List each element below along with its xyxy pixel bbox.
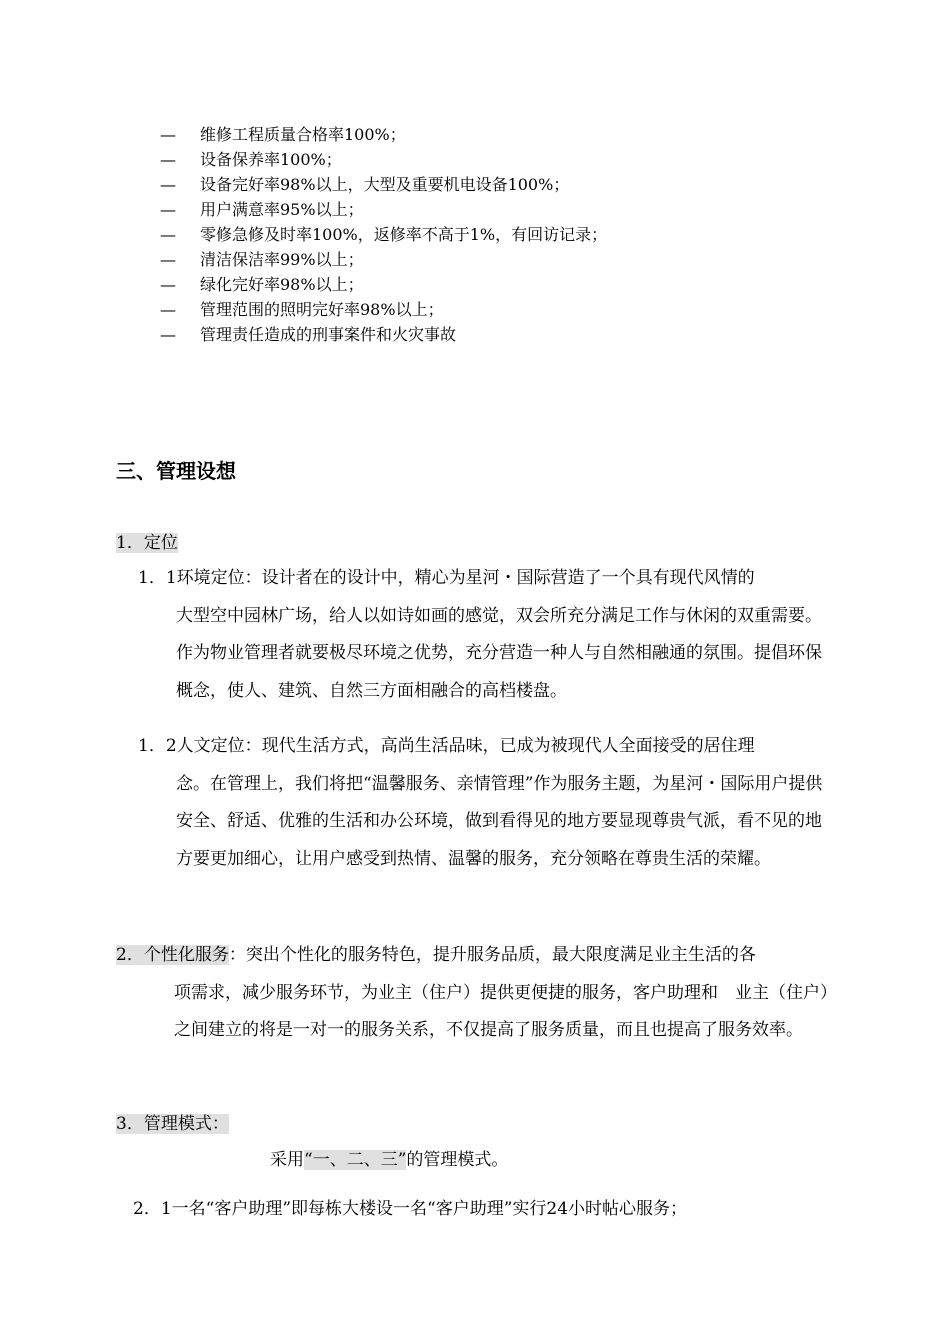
adopt-suffix: 的管理模式。 [406,1150,509,1170]
management-mode-adopt-line [270,1147,508,1173]
list-item-text: 绿化完好率98%以上； [200,275,364,294]
dash-bullet: — [160,275,176,294]
management-mode-heading-text: 3．管理模式： [116,1114,229,1134]
paragraph-first-line [116,937,838,975]
dash-bullet: — [160,125,176,144]
list-item [160,322,607,347]
quality-targets-list [160,122,607,347]
adopt-highlight: “一、二、三” [304,1150,407,1170]
list-item [160,122,607,147]
personalized-service-paragraph [116,937,838,1050]
list-item-text: 设备完好率98%以上，大型及重要机电设备100%； [200,175,570,194]
list-item-text: 管理责任造成的刑事案件和火灾事故 [200,325,457,344]
dash-bullet: — [160,325,176,344]
culture-positioning-paragraph [138,728,838,878]
list-item-text: 维修工程质量合格率100%； [200,125,406,144]
personalized-service-intro: ：突出个性化的服务特色，提升服务品质，最大限度满足业主生活的各 [228,945,756,965]
dash-bullet: — [160,150,176,169]
list-item [160,247,607,272]
personalized-service-label: 2．个性化服务 [116,945,229,965]
management-mode-heading [116,1111,229,1137]
dash-bullet: — [160,175,176,194]
list-item-text: 零修急修及时率100%，返修率不高于1%，有回访记录； [200,225,608,244]
paragraph-body: 大型空中园林广场，给人以如诗如画的感觉，双会所充分满足工作与休闲的双重需要。作为物业管理者就要极尽环境之优势，充分营造一种人与自然相融通的氛围。提倡环保概念，使人、建筑、自然三方面相融合的高档楼盘。 [176,605,822,701]
paragraph-body: 念。在管理上，我们将把“温馨服务、亲情管理”作为服务主题，为星河・国际用户提供安全、舒适、优雅的生活和办公环境，做到看得见的地方要显现尊贵气派，看不见的地方要更加细心，让用户感受到热情、温馨的服务，充分领略在尊贵生活的荣耀。 [176,773,823,869]
paragraph-first-line: 1．2人文定位：现代生活方式，高尚生活品味，已成为被现代人全面接受的居住理 [138,736,755,756]
dash-bullet: — [160,300,176,319]
list-item [160,197,607,222]
list-item-text: 用户满意率95%以上； [200,200,364,219]
list-item-text: 清洁保洁率99%以上； [200,250,364,269]
paragraph-first-line: 1．1环境定位：设计者在的设计中，精心为星河・国际营造了一个具有现代风情的 [138,568,755,588]
list-item [160,297,607,322]
positioning-heading [116,530,178,556]
section-title: 三、管理设想 [116,459,236,483]
adopt-prefix: 采用 [270,1150,304,1170]
list-item-text: 设备保养率100%； [200,150,342,169]
dash-bullet: — [160,225,176,244]
list-item [160,222,607,247]
list-item-text: 管理范围的照明完好率98%以上； [200,300,444,319]
positioning-heading-text: 1．定位 [116,533,178,553]
paragraph-body: 项需求，减少服务环节，为业主（住户）提供更便捷的服务，客户助理和 业主（住户）之间建立的将是一对一的服务关系，不仅提高了服务质量，而且也提高了服务效率。 [174,982,837,1040]
list-item [160,172,607,197]
list-item [160,147,607,172]
list-item [160,272,607,297]
environment-positioning-paragraph [138,560,838,710]
management-mode-item-1: 2．1一名“客户助理”即每栋大楼设一名“客户助理”实行24小时帖心服务； [133,1199,688,1219]
dash-bullet: — [160,250,176,269]
dash-bullet: — [160,200,176,219]
